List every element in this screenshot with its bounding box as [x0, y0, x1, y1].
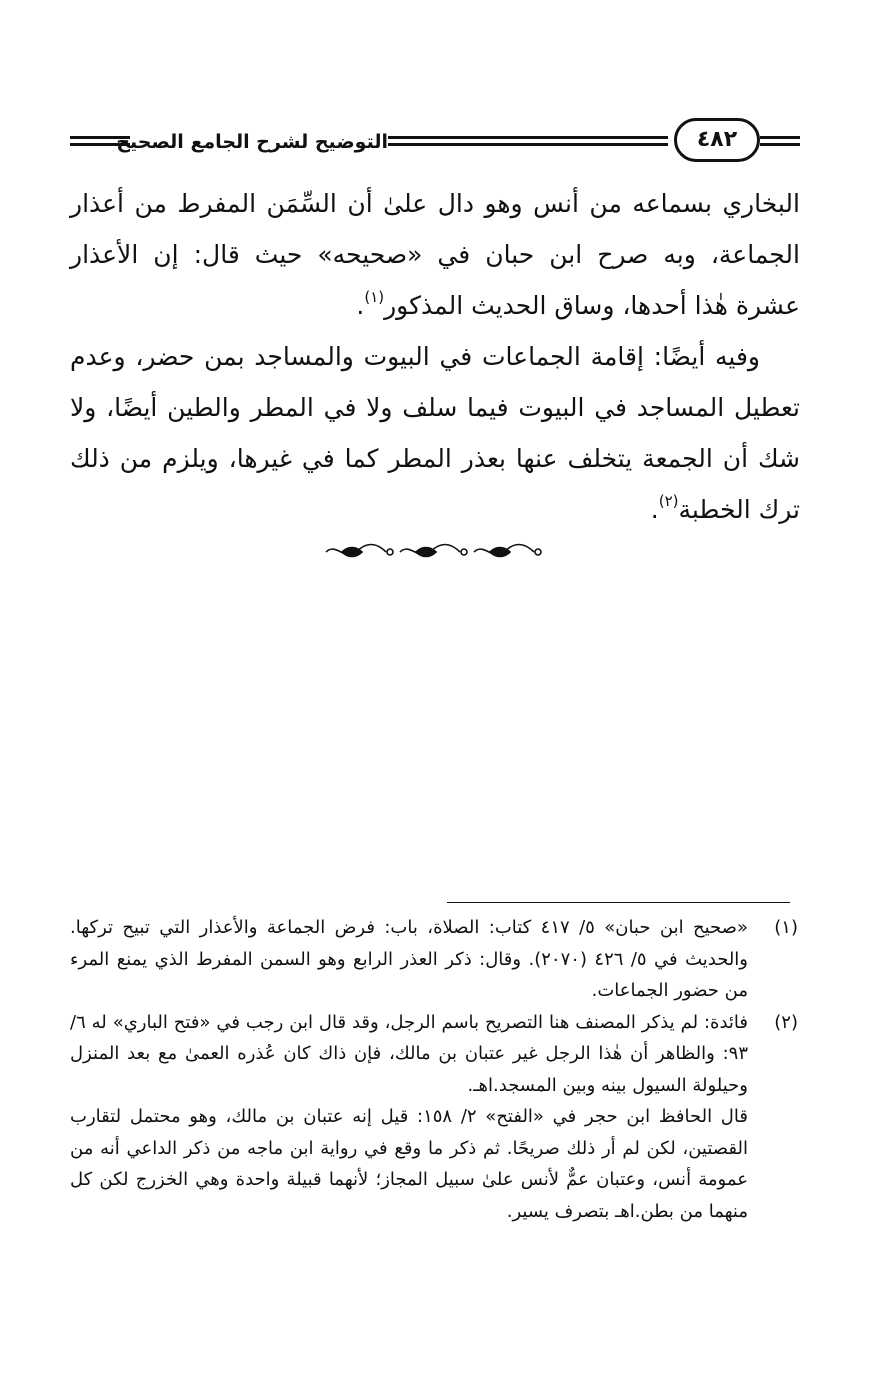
paragraph-2-end: . — [650, 495, 659, 524]
floral-divider-icon — [322, 540, 542, 564]
main-text — [70, 178, 800, 535]
ornament-segment-1 — [326, 545, 393, 557]
running-title: التوضيح لشرح الجامع الصحيح — [116, 131, 388, 153]
footnote-2-number: (٢) — [774, 1011, 798, 1033]
footnote-ref-1[interactable]: (١) — [364, 288, 385, 306]
footnote-1-number: (١) — [774, 917, 798, 938]
paragraph-1 — [70, 178, 800, 331]
footnote-2-text-2: قال الحافظ ابن حجر في «الفتح» ٢/ ١٥٨: قيل إنه عتبان بن مالك، وهو محتمل لتقارب القصتين، لكن لم أر ذلك صريحًا. ثم ذكر ما وقع في رواية ابن ماجه من ذكر الداعي أنه من عمومة أنس، وعتبان عمٌّ لأنس علىٰ سبيل المجاز؛ لأنهما قبيلة واحدة وهي الخزرج لكن كل منهما من بطن.اهـ بتصرف يسير. — [70, 1106, 748, 1222]
footnote-ref-2[interactable]: (٢) — [658, 492, 679, 510]
footnote-separator — [447, 902, 790, 903]
page-number-badge: ٤٨٢ — [674, 118, 760, 162]
footnote-2 — [70, 1007, 798, 1228]
ornament-segment-3 — [474, 545, 541, 557]
paragraph-2-text: وفيه أيضًا: إقامة الجماعات في البيوت والمساجد بمن حضر، وعدم تعطيل المساجد في البيوت فيما سلف ولا في المطر والطين أيضًا، ولا شك أن الجمعة يتخلف عنها بعذر المطر كما في غيرها، ويلزم من ذلك ترك الخطبة — [70, 342, 800, 524]
footnotes — [70, 912, 798, 1227]
footnote-2-text-1: فائدة: لم يذكر المصنف هنا التصريح باسم الرجل، وقد قال ابن رجب في «فتح الباري» له ٦/ ٩٣: والظاهر أن هٰذا الرجل غير عتبان بن مالك، فإن ذاك كان عُذره العمىٰ مع بعد المنزل وحيلولة السيول بينه وبين المسجد.اهـ. — [70, 1011, 748, 1096]
footnote-1 — [70, 912, 798, 1007]
running-header — [70, 118, 800, 166]
header-double-rule-right — [760, 136, 800, 146]
footnote-1-text: «صحيح ابن حبان» ٥/ ٤١٧ كتاب: الصلاة، باب: فرض الجماعة والأعذار التي تبيح تركها. والحديث في ٥/ ٤٢٦ (٢٠٧٠). وقال: ذكر العذر الرابع وهو السمن المفرط الذي يمنع المرء من حضور الجماعات. — [70, 917, 748, 1001]
paragraph-1-text: البخاري بسماعه من أنس وهو دال علىٰ أن السِّمَن المفرط من أعذار الجماعة، وبه صرح ابن حبان في «صحيحه» حيث قال: إن الأعذار عشرة هٰذا أحدها، وساق الحديث المذكور — [70, 189, 800, 320]
paragraph-2 — [70, 331, 800, 535]
ornament-segment-2 — [400, 545, 467, 557]
header-double-rule-middle — [388, 136, 668, 146]
paragraph-1-end: . — [356, 291, 365, 320]
